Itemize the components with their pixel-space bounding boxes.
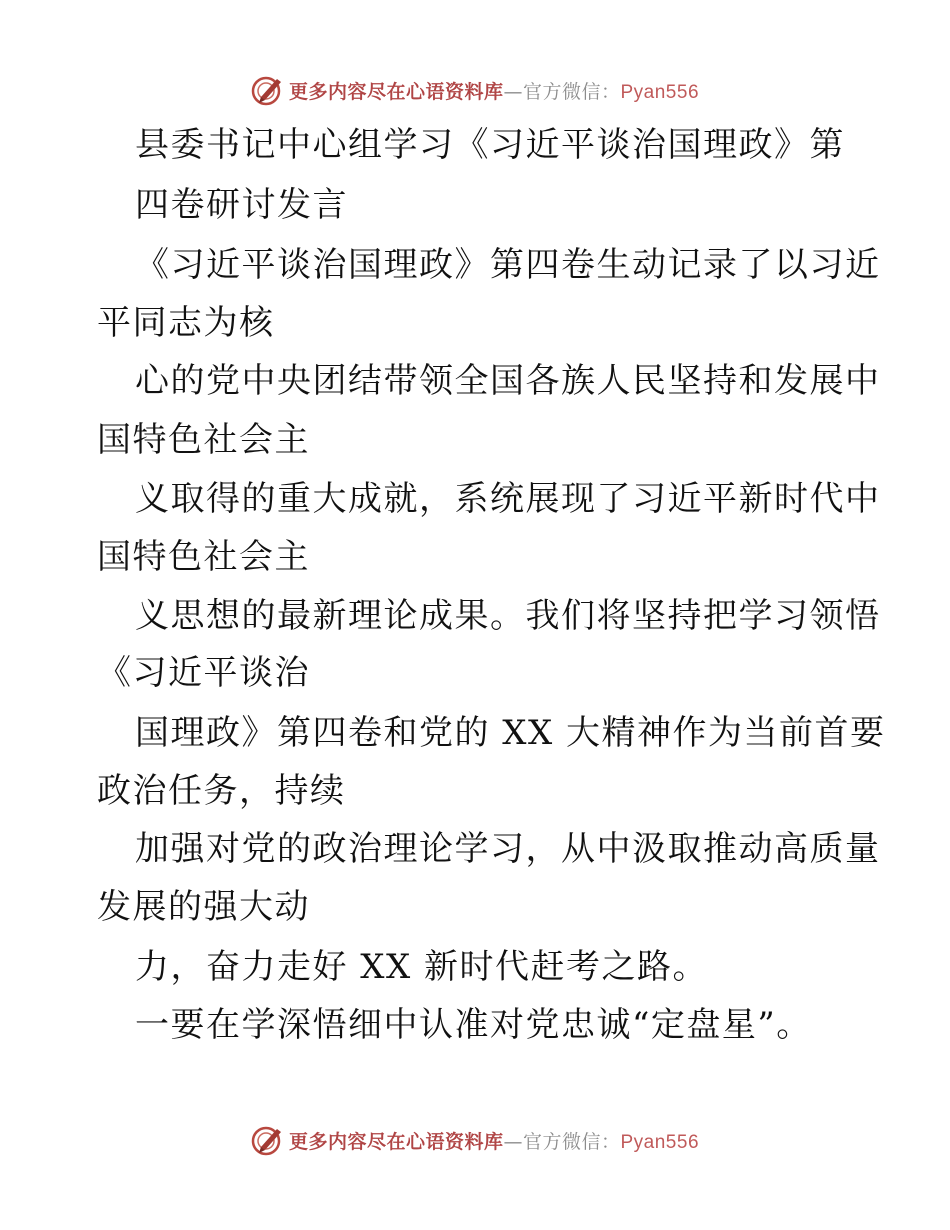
document-title-line-2: 四卷研讨发言 xyxy=(135,185,348,225)
footer-banner xyxy=(0,1120,950,1160)
paragraph-line: 义思想的最新理论成果。我们将坚持把学习领悟 xyxy=(135,596,881,636)
paragraph-line: 心的党中央团结带领全国各族人民坚持和发展中 xyxy=(135,361,881,401)
pen-logo-icon xyxy=(251,73,285,107)
document-title-line-1: 县委书记中心组学习《习近平谈治国理政》第 xyxy=(135,125,845,165)
paragraph-line: 《习近平谈治 xyxy=(97,653,310,693)
header-banner xyxy=(0,70,950,110)
header-banner-dash: — xyxy=(503,80,523,103)
paragraph-line: 平同志为核 xyxy=(97,303,275,343)
header-banner-title: 更多内容尽在心语资料库 xyxy=(288,80,504,103)
paragraph-line: 政治任务，持续 xyxy=(97,771,346,811)
paragraph-line: 《习近平谈治国理政》第四卷生动记录了以习近 xyxy=(135,245,881,285)
paragraph-line: 发展的强大动 xyxy=(97,887,310,927)
footer-banner-wechat-label: 官方微信： xyxy=(522,1130,621,1153)
paragraph-line: 国特色社会主 xyxy=(97,420,310,460)
header-banner-wechat-label: 官方微信： xyxy=(522,80,621,103)
paragraph-line: 加强对党的政治理论学习，从中汲取推动高质量 xyxy=(135,829,881,869)
paragraph-line: 力，奋力走好 XX 新时代赶考之路。 xyxy=(135,947,709,987)
pen-logo-icon xyxy=(251,1123,285,1157)
header-banner-wechat-id: Pyan556 xyxy=(620,81,700,103)
footer-banner-dash: — xyxy=(503,1130,523,1153)
paragraph-line: 国特色社会主 xyxy=(97,537,310,577)
footer-banner-wechat-id: Pyan556 xyxy=(620,1131,700,1153)
paragraph-line: 一要在学深悟细中认准对党忠诚“定盘星”。 xyxy=(135,1005,812,1045)
footer-banner-title: 更多内容尽在心语资料库 xyxy=(288,1130,504,1153)
paragraph-line: 义取得的重大成就，系统展现了习近平新时代中 xyxy=(135,479,881,519)
paragraph-line: 国理政》第四卷和党的 XX 大精神作为当前首要 xyxy=(135,713,886,753)
